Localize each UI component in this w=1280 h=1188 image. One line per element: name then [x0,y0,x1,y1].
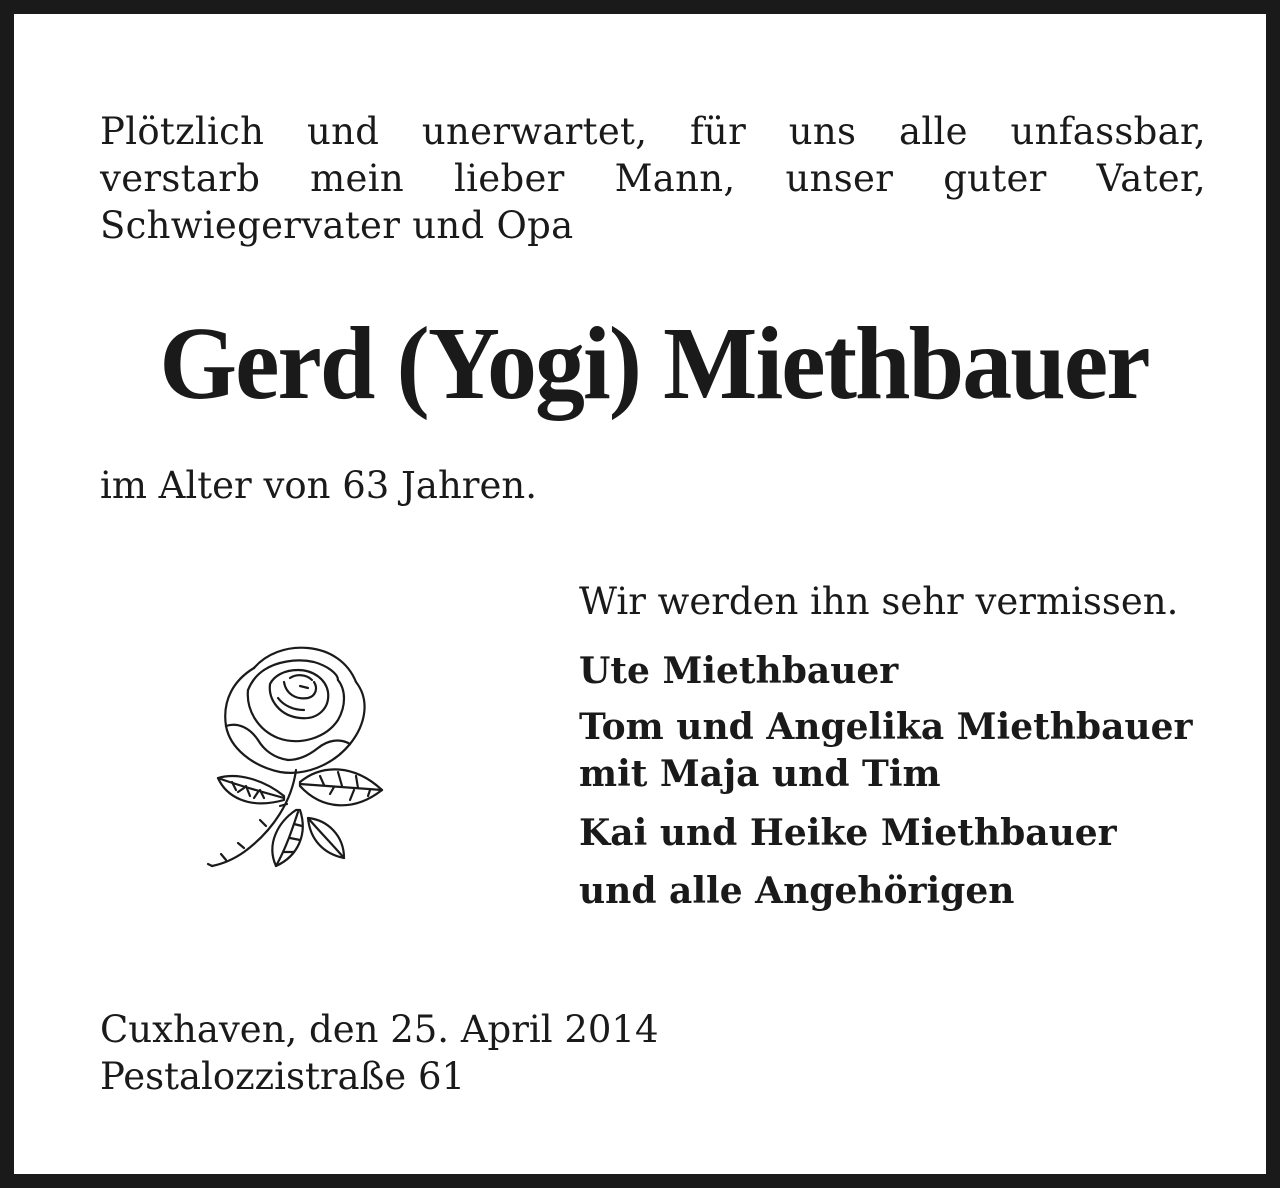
family-line-3: mit Maja und Tim [579,753,941,795]
family-line-4: Kai und Heike Miethbauer [579,812,1117,854]
intro-line-3: Schwiegervater und Opa [100,204,574,247]
deceased-name: Gerd (Yogi) Miethbauer [159,306,1149,421]
age-line: im Alter von 63 Jahren. [100,464,537,507]
intro-line-1: Plötzlich und unerwartet, für uns alle unfassbar, [100,110,1206,153]
place-date-line: Cuxhaven, den 25. April 2014 [100,1008,659,1051]
family-line-2: Tom und Angelika Miethbauer [579,706,1193,748]
address-line: Pestalozzistraße 61 [100,1055,466,1098]
rose-icon [204,640,390,872]
intro-text [100,108,1206,249]
intro-line-2: verstarb mein lieber Mann, unser guter Vater, [100,157,1206,200]
miss-line: Wir werden ihn sehr vermissen. [579,580,1179,623]
family-line-1: Ute Miethbauer [579,650,899,692]
family-line-5: und alle Angehörigen [579,870,1015,912]
